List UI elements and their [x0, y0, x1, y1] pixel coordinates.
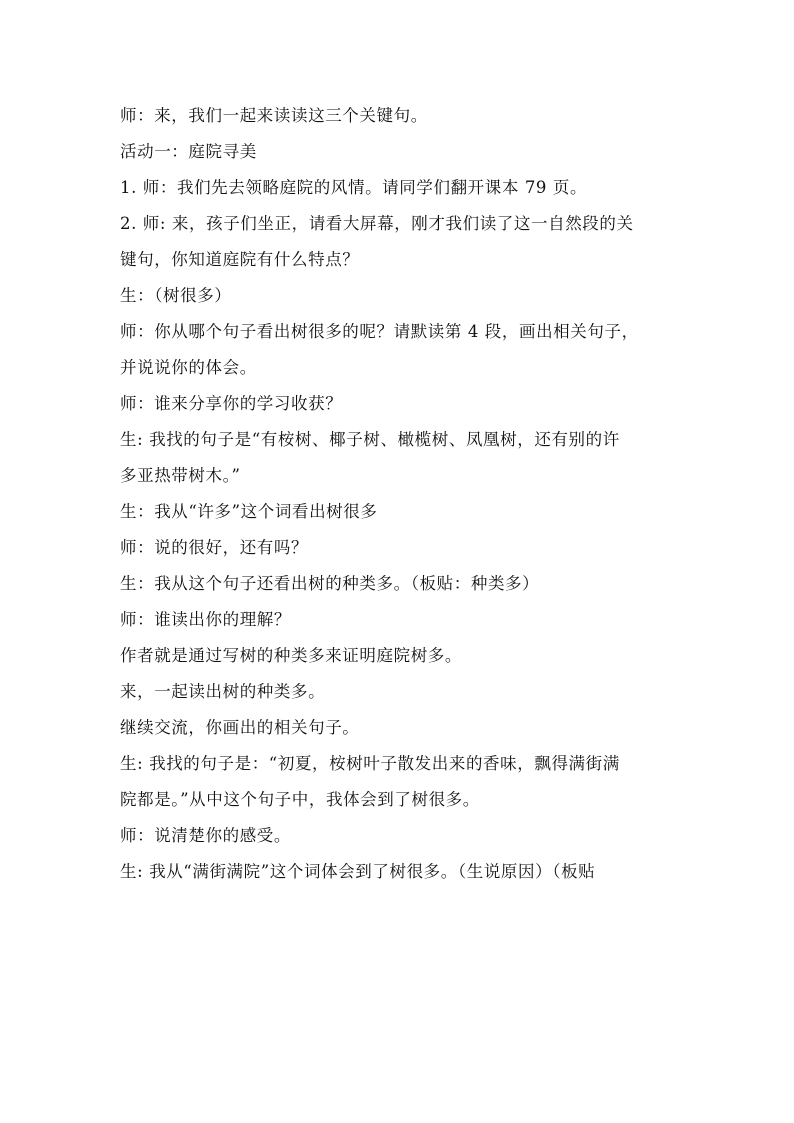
paragraph-line: 生: 我从“满街满院”这个词体会到了树很多。（生说原因）（板贴	[120, 862, 596, 881]
paragraph-line: 师：你从哪个句子看出树很多的呢？请默读第 4 段，画出相关句子，	[120, 322, 639, 341]
paragraph-line: 2. 师: 来，孩子们坐正，请看大屏幕，刚才我们读了这一自然段的关	[120, 214, 634, 233]
section-heading: 活动一：庭院寻美	[120, 142, 257, 161]
paragraph-line: 多亚热带树木。”	[120, 466, 241, 485]
paragraph-line: 生: 我找的句子是“有桉树、椰子树、橄榄树、凤凰树，还有别的许	[120, 430, 620, 449]
paragraph-line: 院都是。”从中这个句子中，我体会到了树很多。	[120, 790, 480, 809]
paragraph-line: 键句，你知道庭院有什么特点？	[120, 250, 360, 269]
document-body	[120, 98, 680, 890]
paragraph-line: 生：（树很多）	[120, 286, 232, 305]
paragraph-line: 继续交流，你画出的相关句子。	[120, 718, 360, 737]
paragraph-line: 生: 我找的句子是：“初夏，桉树叶子散发出来的香味，飘得满街满	[120, 754, 620, 773]
paragraph-line: 师：谁读出你的理解？	[120, 610, 291, 629]
paragraph-line: 来，一起读出树的种类多。	[120, 682, 326, 701]
paragraph-line: 1. 师：我们先去领略庭院的风情。请同学们翻开课本 79 页。	[120, 178, 588, 197]
paragraph-line: 作者就是通过写树的种类多来证明庭院树多。	[120, 646, 462, 665]
paragraph-line: 师：说清楚你的感受。	[120, 826, 291, 845]
paragraph-line: 生：我从这个句子还看出树的种类多。（板贴：种类多）	[120, 574, 540, 593]
paragraph-line: 师：谁来分享你的学习收获？	[120, 394, 343, 413]
paragraph-line: 并说说你的体会。	[120, 358, 257, 377]
paragraph-line: 师：来，我们一起来读读这三个关键句。	[120, 106, 428, 125]
paragraph-line: 生：我从“许多”这个词看出树很多	[120, 502, 378, 521]
paragraph-line: 师：说的很好，还有吗？	[120, 538, 309, 557]
